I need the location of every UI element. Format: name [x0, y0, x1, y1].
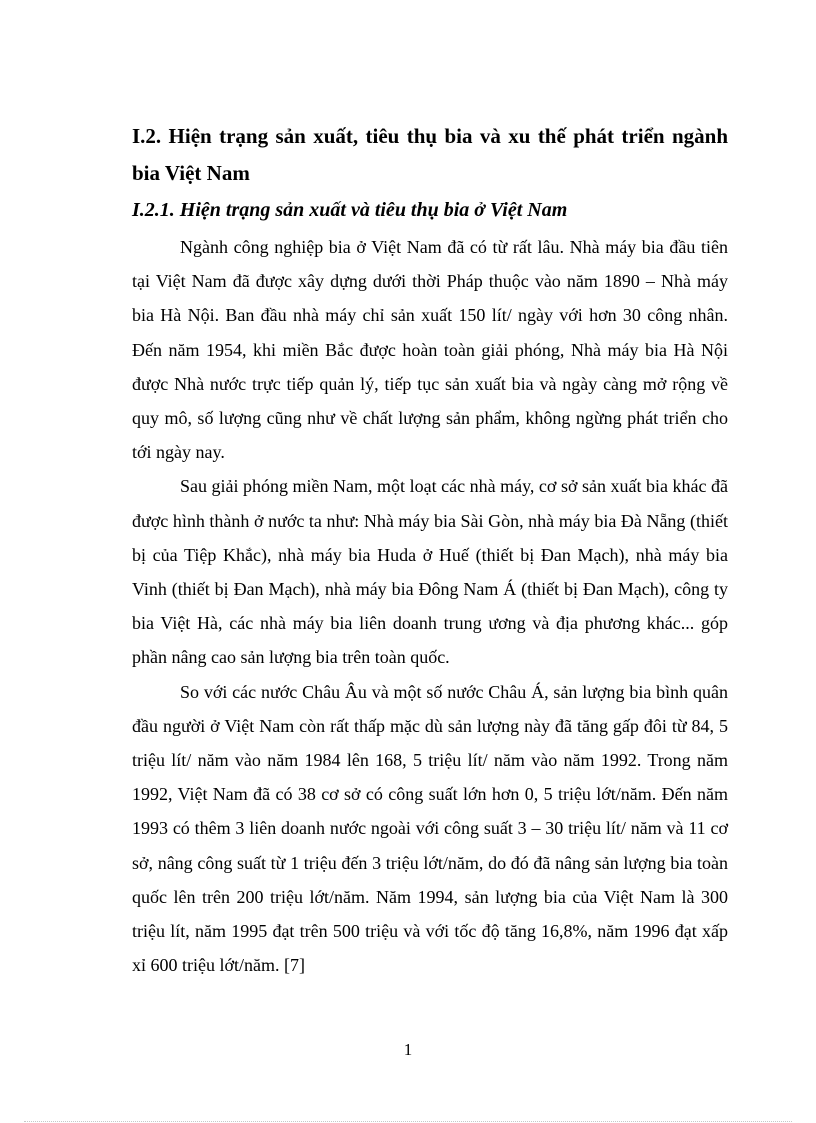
paragraph-post-liberation: Sau giải phóng miền Nam, một loạt các nhà máy, cơ sở sản xuất bia khác đã được hình thành ở nước ta như: Nhà máy bia Sài Gòn, nhà máy bia Đà Nẵng (thiết bị của Tiệp Khắc), nhà máy bia Huda ở Huế (thiết bị Đan Mạch), nhà máy bia Vinh (thiết bị Đan Mạch), nhà máy bia Đông Nam Á (thiết bị Đan Mạch), công ty bia Việt Hà, các nhà máy bia liên doanh trung ương và địa phương khác... góp phần nâng cao sản lượng bia trên toàn quốc. — [132, 476, 728, 668]
page-bottom-divider — [24, 1121, 792, 1122]
page-number: 1 — [403, 1040, 413, 1059]
paragraph-history: Ngành công nghiệp bia ở Việt Nam đã có từ rất lâu. Nhà máy bia đầu tiên tại Việt Nam đã được xây dựng dưới thời Pháp thuộc vào năm 1890 – Nhà máy bia Hà Nội. Ban đầu nhà máy chỉ sản xuất 150 lít/ ngày với hơn 30 công nhân. Đến năm 1954, khi miền Bắc được hoàn toàn giải phóng, Nhà máy bia Hà Nội được Nhà nước trực tiếp quản lý, tiếp tục sản xuất bia và ngày càng mở rộng về quy mô, số lượng cũng như về chất lượng sản phẩm, không ngừng phát triển cho tới ngày nay. — [132, 237, 728, 463]
subsection-heading: I.2.1. Hiện trạng sản xuất và tiêu thụ bia ở Việt Nam — [132, 199, 568, 221]
section-heading: I.2. Hiện trạng sản xuất, tiêu thụ bia và xu thế phát triển ngành bia Việt Nam — [132, 124, 728, 185]
page-content — [132, 118, 728, 982]
paragraph-production-stats: So với các nước Châu Âu và một số nước Châu Á, sản lượng bia bình quân đầu người ở Việt Nam còn rất thấp mặc dù sản lượng này đã tăng gấp đôi từ 84, 5 triệu lít/ năm vào năm 1984 lên 168, 5 triệu lít/ năm vào năm 1992. Trong năm 1992, Việt Nam đã có 38 cơ sở có công suất lớn hơn 0, 5 triệu lớt/năm. Đến năm 1993 có thêm 3 liên doanh nước ngoài với công suất 3 – 30 triệu lít/ năm và 11 cơ sở, nâng công suất từ 1 triệu đến 3 triệu lớt/năm, do đó đã nâng sản lượng bia toàn quốc lên trên 200 triệu lớt/năm. Năm 1994, sản lượng bia của Việt Nam là 300 triệu lít, năm 1995 đạt trên 500 triệu và với tốc độ tăng 16,8%, năm 1996 đạt xấp xỉ 600 triệu lớt/năm. [7] — [132, 681, 728, 976]
